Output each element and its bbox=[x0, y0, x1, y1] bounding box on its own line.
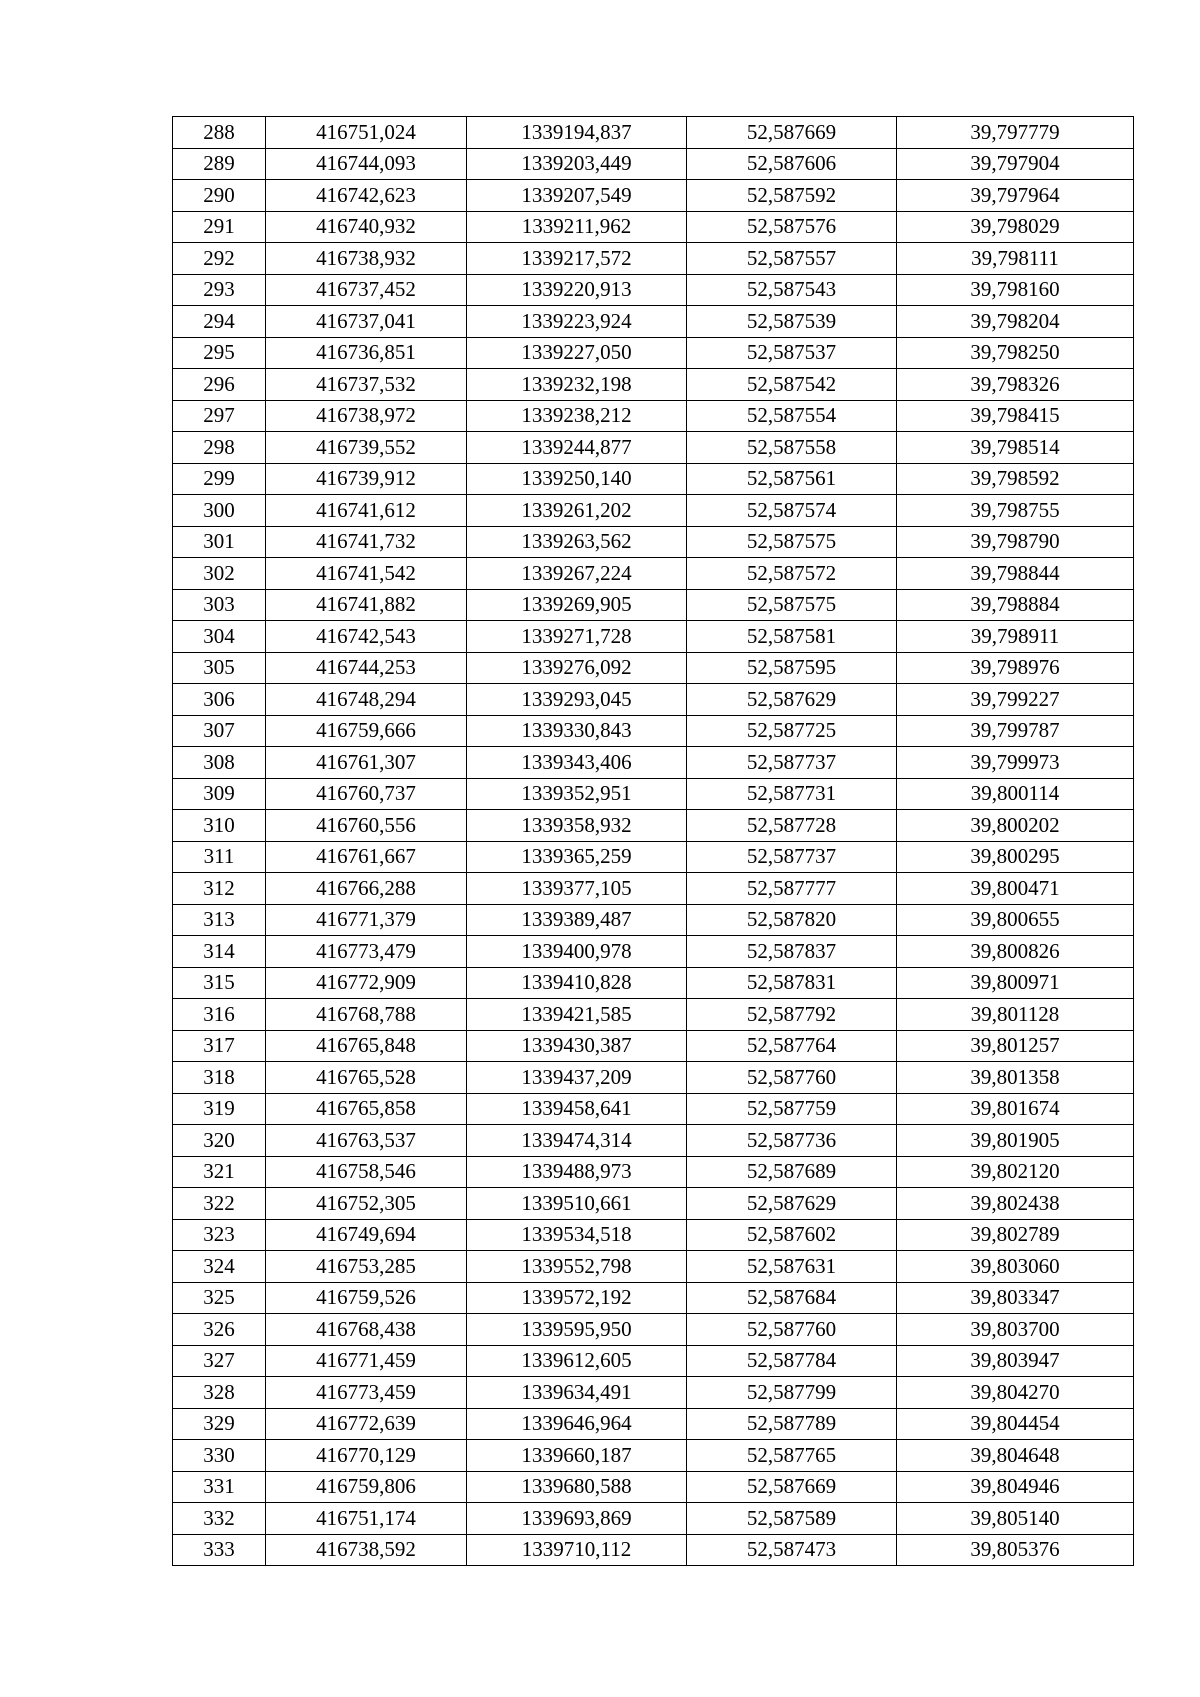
longitude-cell: 39,800114 bbox=[897, 778, 1134, 810]
longitude-cell: 39,799227 bbox=[897, 684, 1134, 716]
table-row bbox=[173, 873, 1134, 905]
y-coordinate-cell: 1339343,406 bbox=[467, 747, 687, 779]
x-coordinate-cell: 416768,788 bbox=[266, 999, 467, 1031]
x-coordinate-cell: 416738,932 bbox=[266, 243, 467, 275]
table-row bbox=[173, 1345, 1134, 1377]
table-row bbox=[173, 841, 1134, 873]
longitude-cell: 39,797779 bbox=[897, 117, 1134, 149]
longitude-cell: 39,801674 bbox=[897, 1093, 1134, 1125]
table-row bbox=[173, 211, 1134, 243]
point-number-cell: 327 bbox=[173, 1345, 266, 1377]
y-coordinate-cell: 1339510,661 bbox=[467, 1188, 687, 1220]
point-number-cell: 288 bbox=[173, 117, 266, 149]
point-number-cell: 316 bbox=[173, 999, 266, 1031]
point-number-cell: 328 bbox=[173, 1377, 266, 1409]
x-coordinate-cell: 416739,912 bbox=[266, 463, 467, 495]
y-coordinate-cell: 1339595,950 bbox=[467, 1314, 687, 1346]
longitude-cell: 39,803060 bbox=[897, 1251, 1134, 1283]
table-row bbox=[173, 747, 1134, 779]
x-coordinate-cell: 416768,438 bbox=[266, 1314, 467, 1346]
y-coordinate-cell: 1339220,913 bbox=[467, 274, 687, 306]
point-number-cell: 309 bbox=[173, 778, 266, 810]
point-number-cell: 323 bbox=[173, 1219, 266, 1251]
latitude-cell: 52,587669 bbox=[687, 117, 897, 149]
x-coordinate-cell: 416759,526 bbox=[266, 1282, 467, 1314]
point-number-cell: 314 bbox=[173, 936, 266, 968]
longitude-cell: 39,798592 bbox=[897, 463, 1134, 495]
x-coordinate-cell: 416753,285 bbox=[266, 1251, 467, 1283]
point-number-cell: 301 bbox=[173, 526, 266, 558]
point-number-cell: 319 bbox=[173, 1093, 266, 1125]
point-number-cell: 298 bbox=[173, 432, 266, 464]
x-coordinate-cell: 416771,459 bbox=[266, 1345, 467, 1377]
latitude-cell: 52,587737 bbox=[687, 841, 897, 873]
y-coordinate-cell: 1339389,487 bbox=[467, 904, 687, 936]
latitude-cell: 52,587760 bbox=[687, 1062, 897, 1094]
x-coordinate-cell: 416751,024 bbox=[266, 117, 467, 149]
y-coordinate-cell: 1339430,387 bbox=[467, 1030, 687, 1062]
latitude-cell: 52,587820 bbox=[687, 904, 897, 936]
latitude-cell: 52,587602 bbox=[687, 1219, 897, 1251]
table-row bbox=[173, 1314, 1134, 1346]
y-coordinate-cell: 1339410,828 bbox=[467, 967, 687, 999]
x-coordinate-cell: 416770,129 bbox=[266, 1440, 467, 1472]
longitude-cell: 39,800295 bbox=[897, 841, 1134, 873]
x-coordinate-cell: 416748,294 bbox=[266, 684, 467, 716]
table-row bbox=[173, 967, 1134, 999]
y-coordinate-cell: 1339194,837 bbox=[467, 117, 687, 149]
longitude-cell: 39,802120 bbox=[897, 1156, 1134, 1188]
longitude-cell: 39,798160 bbox=[897, 274, 1134, 306]
y-coordinate-cell: 1339250,140 bbox=[467, 463, 687, 495]
y-coordinate-cell: 1339488,973 bbox=[467, 1156, 687, 1188]
x-coordinate-cell: 416773,479 bbox=[266, 936, 467, 968]
point-number-cell: 303 bbox=[173, 589, 266, 621]
table-row bbox=[173, 684, 1134, 716]
point-number-cell: 292 bbox=[173, 243, 266, 275]
y-coordinate-cell: 1339680,588 bbox=[467, 1471, 687, 1503]
point-number-cell: 330 bbox=[173, 1440, 266, 1472]
x-coordinate-cell: 416740,932 bbox=[266, 211, 467, 243]
longitude-cell: 39,805140 bbox=[897, 1503, 1134, 1535]
longitude-cell: 39,798514 bbox=[897, 432, 1134, 464]
y-coordinate-cell: 1339534,518 bbox=[467, 1219, 687, 1251]
latitude-cell: 52,587572 bbox=[687, 558, 897, 590]
x-coordinate-cell: 416758,546 bbox=[266, 1156, 467, 1188]
longitude-cell: 39,800655 bbox=[897, 904, 1134, 936]
point-number-cell: 325 bbox=[173, 1282, 266, 1314]
longitude-cell: 39,803947 bbox=[897, 1345, 1134, 1377]
latitude-cell: 52,587537 bbox=[687, 337, 897, 369]
latitude-cell: 52,587764 bbox=[687, 1030, 897, 1062]
coordinates-table bbox=[172, 116, 1134, 1566]
y-coordinate-cell: 1339646,964 bbox=[467, 1408, 687, 1440]
x-coordinate-cell: 416766,288 bbox=[266, 873, 467, 905]
point-number-cell: 304 bbox=[173, 621, 266, 653]
y-coordinate-cell: 1339269,905 bbox=[467, 589, 687, 621]
y-coordinate-cell: 1339276,092 bbox=[467, 652, 687, 684]
longitude-cell: 39,798111 bbox=[897, 243, 1134, 275]
table-row bbox=[173, 306, 1134, 338]
table-row bbox=[173, 1282, 1134, 1314]
point-number-cell: 311 bbox=[173, 841, 266, 873]
latitude-cell: 52,587799 bbox=[687, 1377, 897, 1409]
point-number-cell: 315 bbox=[173, 967, 266, 999]
table-row bbox=[173, 936, 1134, 968]
longitude-cell: 39,803700 bbox=[897, 1314, 1134, 1346]
y-coordinate-cell: 1339263,562 bbox=[467, 526, 687, 558]
latitude-cell: 52,587737 bbox=[687, 747, 897, 779]
point-number-cell: 290 bbox=[173, 180, 266, 212]
longitude-cell: 39,803347 bbox=[897, 1282, 1134, 1314]
point-number-cell: 326 bbox=[173, 1314, 266, 1346]
x-coordinate-cell: 416737,041 bbox=[266, 306, 467, 338]
longitude-cell: 39,797964 bbox=[897, 180, 1134, 212]
x-coordinate-cell: 416737,452 bbox=[266, 274, 467, 306]
latitude-cell: 52,587554 bbox=[687, 400, 897, 432]
longitude-cell: 39,801358 bbox=[897, 1062, 1134, 1094]
x-coordinate-cell: 416772,639 bbox=[266, 1408, 467, 1440]
latitude-cell: 52,587759 bbox=[687, 1093, 897, 1125]
latitude-cell: 52,587629 bbox=[687, 684, 897, 716]
x-coordinate-cell: 416741,882 bbox=[266, 589, 467, 621]
table-row bbox=[173, 400, 1134, 432]
x-coordinate-cell: 416760,737 bbox=[266, 778, 467, 810]
longitude-cell: 39,800971 bbox=[897, 967, 1134, 999]
y-coordinate-cell: 1339207,549 bbox=[467, 180, 687, 212]
table-row bbox=[173, 621, 1134, 653]
y-coordinate-cell: 1339421,585 bbox=[467, 999, 687, 1031]
longitude-cell: 39,798204 bbox=[897, 306, 1134, 338]
point-number-cell: 291 bbox=[173, 211, 266, 243]
x-coordinate-cell: 416741,542 bbox=[266, 558, 467, 590]
table-row bbox=[173, 180, 1134, 212]
x-coordinate-cell: 416741,612 bbox=[266, 495, 467, 527]
latitude-cell: 52,587575 bbox=[687, 526, 897, 558]
x-coordinate-cell: 416741,732 bbox=[266, 526, 467, 558]
y-coordinate-cell: 1339612,605 bbox=[467, 1345, 687, 1377]
table-row bbox=[173, 274, 1134, 306]
point-number-cell: 318 bbox=[173, 1062, 266, 1094]
x-coordinate-cell: 416765,858 bbox=[266, 1093, 467, 1125]
point-number-cell: 310 bbox=[173, 810, 266, 842]
latitude-cell: 52,587542 bbox=[687, 369, 897, 401]
latitude-cell: 52,587784 bbox=[687, 1345, 897, 1377]
latitude-cell: 52,587792 bbox=[687, 999, 897, 1031]
longitude-cell: 39,801257 bbox=[897, 1030, 1134, 1062]
table-row bbox=[173, 337, 1134, 369]
latitude-cell: 52,587606 bbox=[687, 148, 897, 180]
longitude-cell: 39,798029 bbox=[897, 211, 1134, 243]
x-coordinate-cell: 416771,379 bbox=[266, 904, 467, 936]
point-number-cell: 289 bbox=[173, 148, 266, 180]
y-coordinate-cell: 1339660,187 bbox=[467, 1440, 687, 1472]
latitude-cell: 52,587558 bbox=[687, 432, 897, 464]
table-row bbox=[173, 1534, 1134, 1566]
y-coordinate-cell: 1339261,202 bbox=[467, 495, 687, 527]
x-coordinate-cell: 416742,543 bbox=[266, 621, 467, 653]
longitude-cell: 39,801905 bbox=[897, 1125, 1134, 1157]
y-coordinate-cell: 1339474,314 bbox=[467, 1125, 687, 1157]
longitude-cell: 39,798326 bbox=[897, 369, 1134, 401]
point-number-cell: 300 bbox=[173, 495, 266, 527]
point-number-cell: 320 bbox=[173, 1125, 266, 1157]
table-row bbox=[173, 1093, 1134, 1125]
latitude-cell: 52,587581 bbox=[687, 621, 897, 653]
y-coordinate-cell: 1339572,192 bbox=[467, 1282, 687, 1314]
latitude-cell: 52,587543 bbox=[687, 274, 897, 306]
point-number-cell: 322 bbox=[173, 1188, 266, 1220]
longitude-cell: 39,798755 bbox=[897, 495, 1134, 527]
point-number-cell: 317 bbox=[173, 1030, 266, 1062]
point-number-cell: 307 bbox=[173, 715, 266, 747]
point-number-cell: 305 bbox=[173, 652, 266, 684]
latitude-cell: 52,587669 bbox=[687, 1471, 897, 1503]
y-coordinate-cell: 1339710,112 bbox=[467, 1534, 687, 1566]
longitude-cell: 39,798976 bbox=[897, 652, 1134, 684]
x-coordinate-cell: 416773,459 bbox=[266, 1377, 467, 1409]
y-coordinate-cell: 1339267,224 bbox=[467, 558, 687, 590]
x-coordinate-cell: 416738,592 bbox=[266, 1534, 467, 1566]
table-row bbox=[173, 432, 1134, 464]
point-number-cell: 295 bbox=[173, 337, 266, 369]
x-coordinate-cell: 416761,307 bbox=[266, 747, 467, 779]
longitude-cell: 39,804270 bbox=[897, 1377, 1134, 1409]
y-coordinate-cell: 1339400,978 bbox=[467, 936, 687, 968]
table-row bbox=[173, 1471, 1134, 1503]
x-coordinate-cell: 416763,537 bbox=[266, 1125, 467, 1157]
x-coordinate-cell: 416744,253 bbox=[266, 652, 467, 684]
latitude-cell: 52,587574 bbox=[687, 495, 897, 527]
x-coordinate-cell: 416761,667 bbox=[266, 841, 467, 873]
x-coordinate-cell: 416765,848 bbox=[266, 1030, 467, 1062]
y-coordinate-cell: 1339437,209 bbox=[467, 1062, 687, 1094]
x-coordinate-cell: 416760,556 bbox=[266, 810, 467, 842]
longitude-cell: 39,798911 bbox=[897, 621, 1134, 653]
y-coordinate-cell: 1339693,869 bbox=[467, 1503, 687, 1535]
longitude-cell: 39,799787 bbox=[897, 715, 1134, 747]
latitude-cell: 52,587725 bbox=[687, 715, 897, 747]
table-row bbox=[173, 652, 1134, 684]
longitude-cell: 39,800471 bbox=[897, 873, 1134, 905]
latitude-cell: 52,587789 bbox=[687, 1408, 897, 1440]
latitude-cell: 52,587760 bbox=[687, 1314, 897, 1346]
table-row bbox=[173, 589, 1134, 621]
y-coordinate-cell: 1339238,212 bbox=[467, 400, 687, 432]
latitude-cell: 52,587576 bbox=[687, 211, 897, 243]
x-coordinate-cell: 416736,851 bbox=[266, 337, 467, 369]
longitude-cell: 39,798250 bbox=[897, 337, 1134, 369]
latitude-cell: 52,587592 bbox=[687, 180, 897, 212]
longitude-cell: 39,804454 bbox=[897, 1408, 1134, 1440]
longitude-cell: 39,798790 bbox=[897, 526, 1134, 558]
latitude-cell: 52,587731 bbox=[687, 778, 897, 810]
point-number-cell: 293 bbox=[173, 274, 266, 306]
longitude-cell: 39,798884 bbox=[897, 589, 1134, 621]
table-row bbox=[173, 999, 1134, 1031]
longitude-cell: 39,799973 bbox=[897, 747, 1134, 779]
x-coordinate-cell: 416737,532 bbox=[266, 369, 467, 401]
table-row bbox=[173, 526, 1134, 558]
latitude-cell: 52,587589 bbox=[687, 1503, 897, 1535]
longitude-cell: 39,802789 bbox=[897, 1219, 1134, 1251]
table-row bbox=[173, 117, 1134, 149]
point-number-cell: 332 bbox=[173, 1503, 266, 1535]
table-row bbox=[173, 148, 1134, 180]
latitude-cell: 52,587831 bbox=[687, 967, 897, 999]
point-number-cell: 333 bbox=[173, 1534, 266, 1566]
table-row bbox=[173, 810, 1134, 842]
table-row bbox=[173, 1062, 1134, 1094]
table-row bbox=[173, 1503, 1134, 1535]
latitude-cell: 52,587689 bbox=[687, 1156, 897, 1188]
y-coordinate-cell: 1339227,050 bbox=[467, 337, 687, 369]
x-coordinate-cell: 416739,552 bbox=[266, 432, 467, 464]
table-row bbox=[173, 1219, 1134, 1251]
y-coordinate-cell: 1339217,572 bbox=[467, 243, 687, 275]
table-row bbox=[173, 463, 1134, 495]
x-coordinate-cell: 416752,305 bbox=[266, 1188, 467, 1220]
table-row bbox=[173, 369, 1134, 401]
longitude-cell: 39,798844 bbox=[897, 558, 1134, 590]
y-coordinate-cell: 1339552,798 bbox=[467, 1251, 687, 1283]
latitude-cell: 52,587837 bbox=[687, 936, 897, 968]
latitude-cell: 52,587631 bbox=[687, 1251, 897, 1283]
longitude-cell: 39,801128 bbox=[897, 999, 1134, 1031]
point-number-cell: 308 bbox=[173, 747, 266, 779]
y-coordinate-cell: 1339634,491 bbox=[467, 1377, 687, 1409]
latitude-cell: 52,587557 bbox=[687, 243, 897, 275]
y-coordinate-cell: 1339271,728 bbox=[467, 621, 687, 653]
x-coordinate-cell: 416749,694 bbox=[266, 1219, 467, 1251]
table-row bbox=[173, 778, 1134, 810]
point-number-cell: 313 bbox=[173, 904, 266, 936]
table-row bbox=[173, 1408, 1134, 1440]
point-number-cell: 299 bbox=[173, 463, 266, 495]
y-coordinate-cell: 1339293,045 bbox=[467, 684, 687, 716]
point-number-cell: 312 bbox=[173, 873, 266, 905]
latitude-cell: 52,587765 bbox=[687, 1440, 897, 1472]
y-coordinate-cell: 1339232,198 bbox=[467, 369, 687, 401]
longitude-cell: 39,804648 bbox=[897, 1440, 1134, 1472]
x-coordinate-cell: 416759,806 bbox=[266, 1471, 467, 1503]
table-row bbox=[173, 1377, 1134, 1409]
point-number-cell: 329 bbox=[173, 1408, 266, 1440]
latitude-cell: 52,587575 bbox=[687, 589, 897, 621]
longitude-cell: 39,802438 bbox=[897, 1188, 1134, 1220]
latitude-cell: 52,587777 bbox=[687, 873, 897, 905]
y-coordinate-cell: 1339330,843 bbox=[467, 715, 687, 747]
latitude-cell: 52,587728 bbox=[687, 810, 897, 842]
x-coordinate-cell: 416765,528 bbox=[266, 1062, 467, 1094]
point-number-cell: 321 bbox=[173, 1156, 266, 1188]
table-row bbox=[173, 558, 1134, 590]
x-coordinate-cell: 416744,093 bbox=[266, 148, 467, 180]
x-coordinate-cell: 416772,909 bbox=[266, 967, 467, 999]
x-coordinate-cell: 416751,174 bbox=[266, 1503, 467, 1535]
x-coordinate-cell: 416759,666 bbox=[266, 715, 467, 747]
y-coordinate-cell: 1339377,105 bbox=[467, 873, 687, 905]
point-number-cell: 297 bbox=[173, 400, 266, 432]
point-number-cell: 296 bbox=[173, 369, 266, 401]
table-row bbox=[173, 495, 1134, 527]
longitude-cell: 39,797904 bbox=[897, 148, 1134, 180]
latitude-cell: 52,587561 bbox=[687, 463, 897, 495]
point-number-cell: 331 bbox=[173, 1471, 266, 1503]
latitude-cell: 52,587595 bbox=[687, 652, 897, 684]
table-row bbox=[173, 1440, 1134, 1472]
y-coordinate-cell: 1339244,877 bbox=[467, 432, 687, 464]
coordinates-table-body bbox=[173, 117, 1134, 1566]
point-number-cell: 324 bbox=[173, 1251, 266, 1283]
x-coordinate-cell: 416742,623 bbox=[266, 180, 467, 212]
y-coordinate-cell: 1339358,932 bbox=[467, 810, 687, 842]
y-coordinate-cell: 1339211,962 bbox=[467, 211, 687, 243]
point-number-cell: 294 bbox=[173, 306, 266, 338]
table-row bbox=[173, 243, 1134, 275]
table-row bbox=[173, 1156, 1134, 1188]
longitude-cell: 39,798415 bbox=[897, 400, 1134, 432]
table-row bbox=[173, 1125, 1134, 1157]
latitude-cell: 52,587736 bbox=[687, 1125, 897, 1157]
y-coordinate-cell: 1339203,449 bbox=[467, 148, 687, 180]
table-row bbox=[173, 1030, 1134, 1062]
longitude-cell: 39,800202 bbox=[897, 810, 1134, 842]
y-coordinate-cell: 1339223,924 bbox=[467, 306, 687, 338]
y-coordinate-cell: 1339458,641 bbox=[467, 1093, 687, 1125]
table-row bbox=[173, 1251, 1134, 1283]
longitude-cell: 39,804946 bbox=[897, 1471, 1134, 1503]
latitude-cell: 52,587629 bbox=[687, 1188, 897, 1220]
latitude-cell: 52,587473 bbox=[687, 1534, 897, 1566]
longitude-cell: 39,805376 bbox=[897, 1534, 1134, 1566]
x-coordinate-cell: 416738,972 bbox=[266, 400, 467, 432]
latitude-cell: 52,587539 bbox=[687, 306, 897, 338]
table-row bbox=[173, 1188, 1134, 1220]
longitude-cell: 39,800826 bbox=[897, 936, 1134, 968]
table-row bbox=[173, 904, 1134, 936]
point-number-cell: 306 bbox=[173, 684, 266, 716]
latitude-cell: 52,587684 bbox=[687, 1282, 897, 1314]
table-row bbox=[173, 715, 1134, 747]
y-coordinate-cell: 1339365,259 bbox=[467, 841, 687, 873]
y-coordinate-cell: 1339352,951 bbox=[467, 778, 687, 810]
point-number-cell: 302 bbox=[173, 558, 266, 590]
